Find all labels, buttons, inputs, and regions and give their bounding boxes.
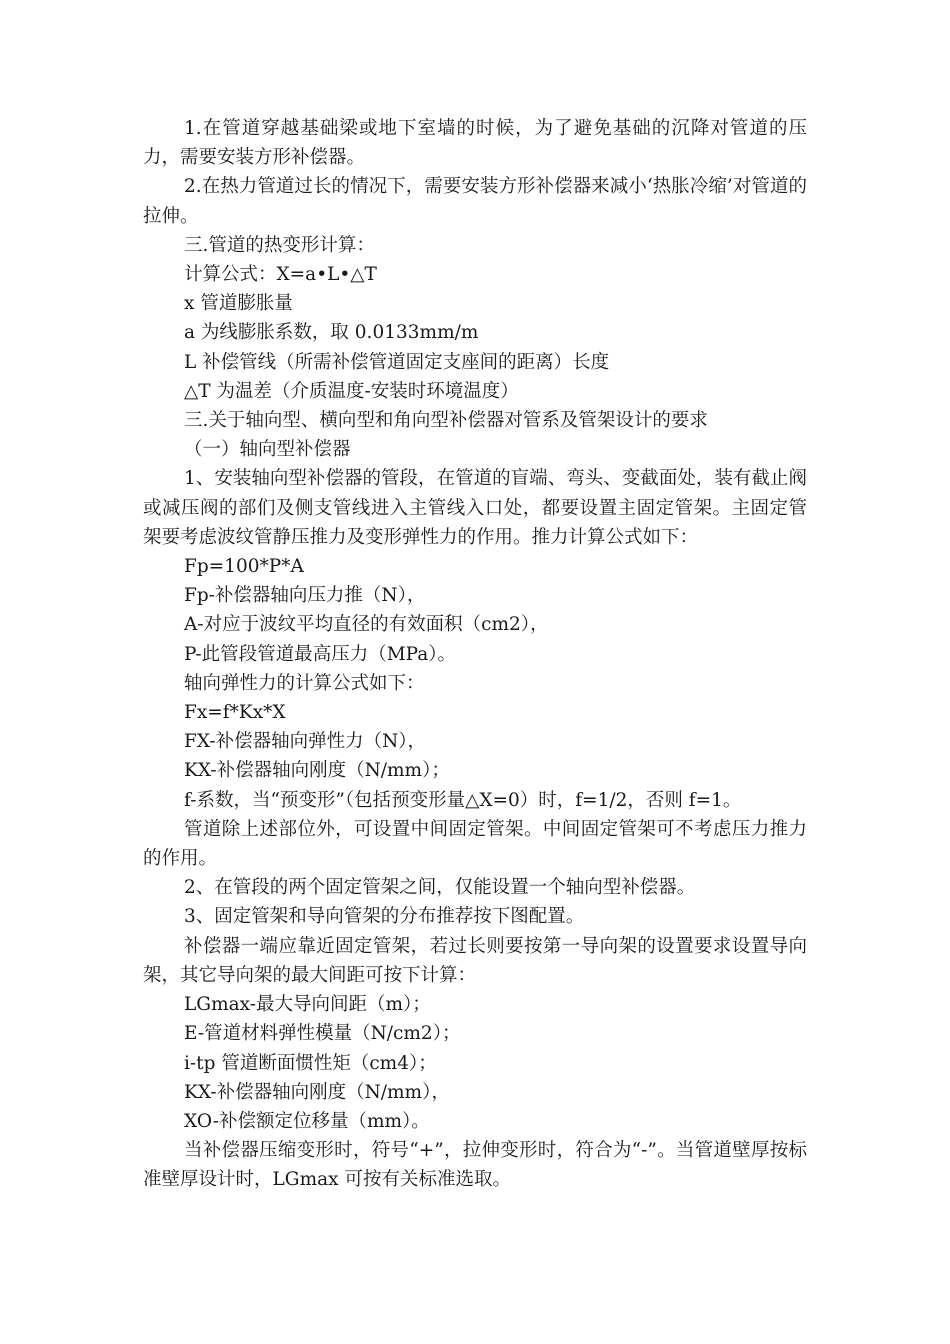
variable-definition: △T 为温差（介质温度-安装时环境温度） <box>184 380 519 402</box>
paragraph: 1.在管道穿越基础梁或地下室墙的时候，为了避免基础的沉降对管道的压力，需要安装方形补偿器。 <box>143 118 807 169</box>
variable-definition: XO-补偿额定位移量（mm）。 <box>184 1110 430 1132</box>
paragraph: 3、固定管架和导向管架的分布推荐按下图配置。 <box>184 906 585 928</box>
paragraph: 补偿器一端应靠近固定管架，若过长则要按第一导向架的设置要求设置导向架，其它导向架的最大间距可按下计算： <box>143 935 807 986</box>
formula-line: 计算公式：X=a•L•△T <box>184 264 377 286</box>
variable-definition: KX-补偿器轴向刚度（N/mm）， <box>184 1081 450 1103</box>
variable-definition: i-tp 管道断面惯性矩（cm4）； <box>184 1052 437 1074</box>
variable-definition: a 为线膨胀系数，取 0.0133mm/m <box>184 322 479 344</box>
paragraph: 轴向弹性力的计算公式如下： <box>184 672 425 694</box>
paragraph: 2、在管段的两个固定管架之间，仅能设置一个轴向型补偿器。 <box>184 877 696 899</box>
variable-definition: L 补偿管线（所需补偿管道固定支座间的距离）长度 <box>184 351 610 373</box>
variable-definition: x 管道膨胀量 <box>184 293 293 315</box>
document-body <box>143 114 807 1195</box>
variable-definition: KX-补偿器轴向刚度（N/mm）； <box>184 760 450 782</box>
variable-definition: Fp-补偿器轴向压力推（N）， <box>184 585 426 607</box>
variable-definition: LGmax-最大导向间距（m）； <box>184 994 431 1016</box>
variable-definition: A-对应于波纹平均直径的有效面积（cm2）， <box>184 614 549 636</box>
variable-definition: P-此管段管道最高压力（MPa）。 <box>184 643 457 665</box>
section-heading: 三.关于轴向型、横向型和角向型补偿器对管系及管架设计的要求 <box>184 410 708 432</box>
paragraph: 当补偿器压缩变形时，符号“+”，拉伸变形时，符合为“-”。当管道壁厚按标准壁厚设计时，LGmax 可按有关标准选取。 <box>143 1140 807 1191</box>
formula-line: Fx=f*Kx*X <box>184 702 286 724</box>
variable-definition: f-系数，当“预变形”（包括预变形量△X=0）时，f=1/2，否则 f=1。 <box>184 789 742 811</box>
section-heading: 三.管道的热变形计算： <box>184 234 375 256</box>
variable-definition: FX-补偿器轴向弹性力（N）， <box>184 731 427 753</box>
paragraph: 管道除上述部位外，可设置中间固定管架。中间固定管架可不考虑压力推力的作用。 <box>143 818 807 870</box>
variable-definition: E-管道材料弹性模量（N/cm2）； <box>184 1023 461 1045</box>
paragraph: 2.在热力管道过长的情况下，需要安装方形补偿器来减小‘热胀冷缩’对管道的拉伸。 <box>143 176 807 227</box>
subsection-heading: （一）轴向型补偿器 <box>184 439 351 461</box>
formula-line: Fp=100*P*A <box>184 556 304 578</box>
paragraph: 1、安装轴向型补偿器的管段，在管道的盲端、弯头、变截面处，装有截止阀或减压阀的部们及侧支管线进入主管线入口处，都要设置主固定管架。主固定管架要考虑波纹管静压推力及变形弹性力的作用。推力计算公式如下： <box>143 468 807 548</box>
